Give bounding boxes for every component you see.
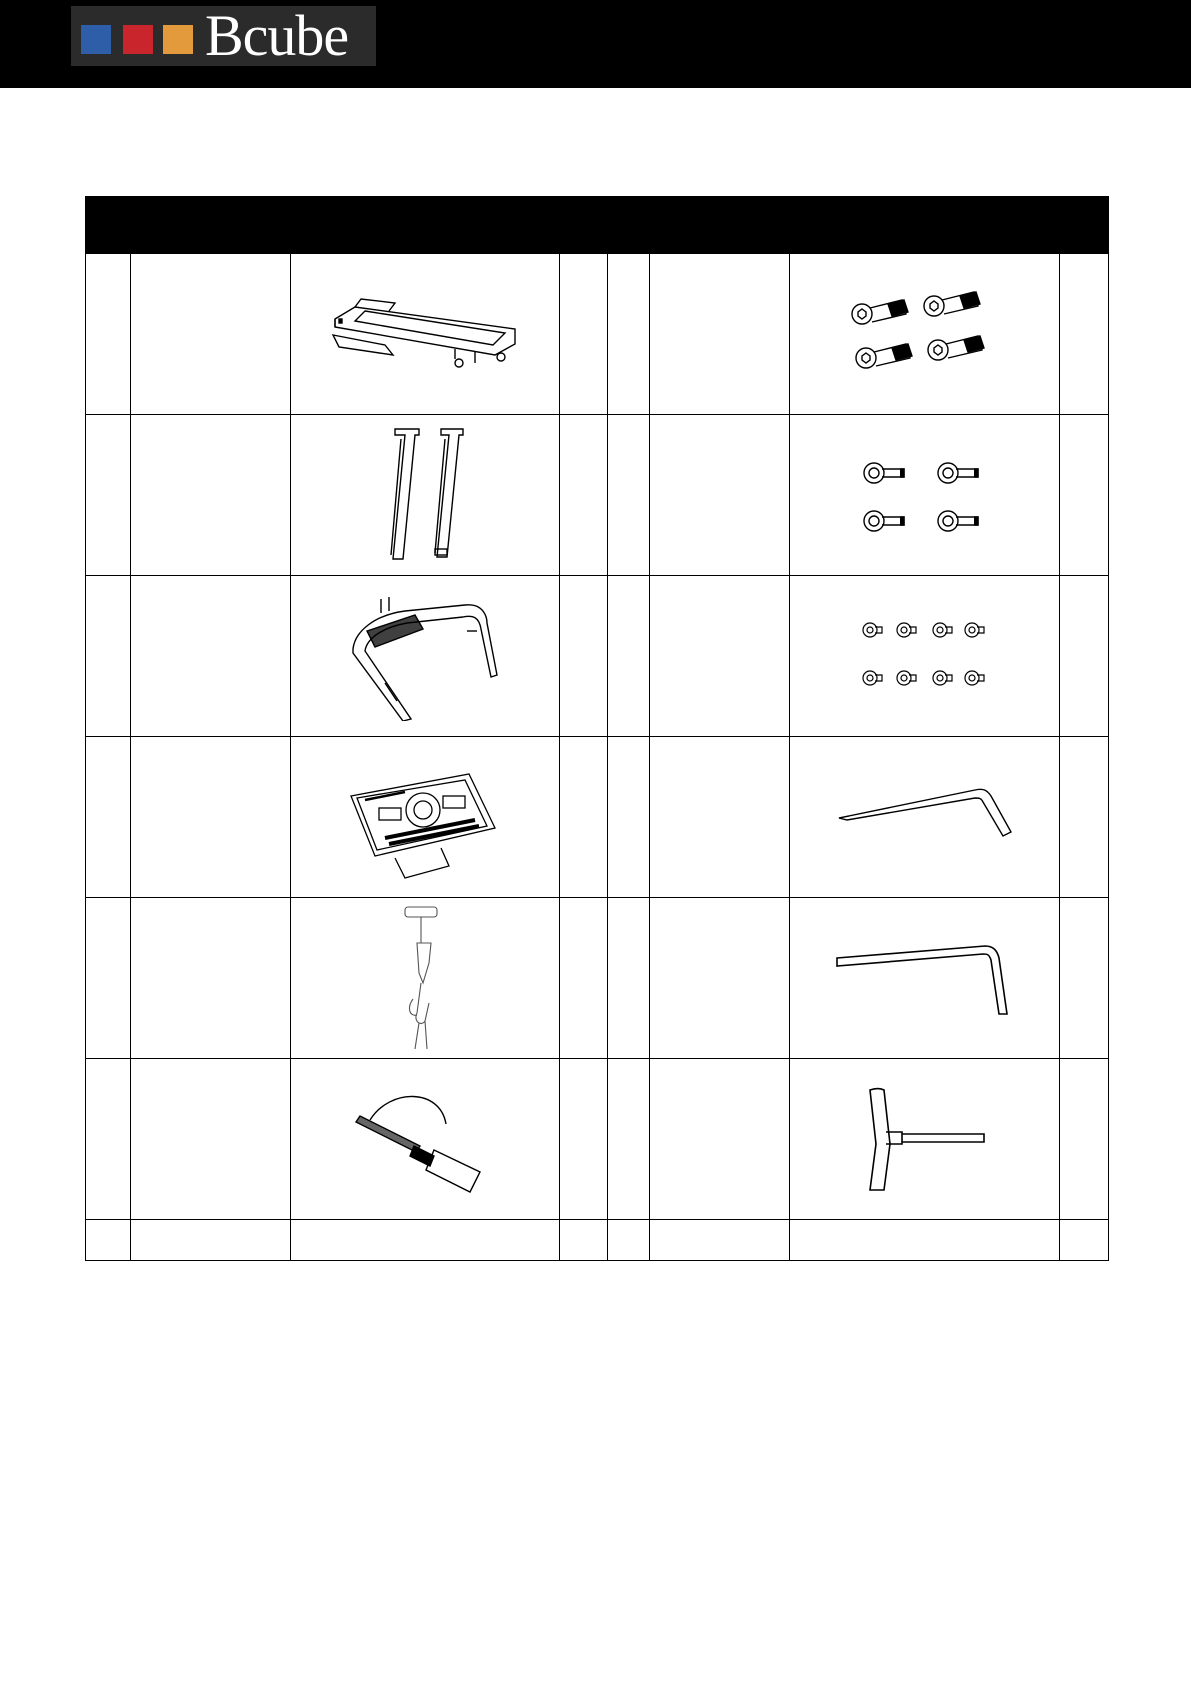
part-qty	[560, 576, 608, 737]
part-image	[790, 254, 1060, 415]
part-number	[608, 1059, 650, 1220]
part-qty	[1060, 415, 1109, 576]
part-qty	[1060, 254, 1109, 415]
parts-table	[85, 196, 1109, 1261]
part-name	[131, 898, 291, 1059]
part-number	[608, 737, 650, 898]
part-number	[86, 415, 131, 576]
table-header	[86, 197, 1109, 254]
part-number	[86, 737, 131, 898]
logo-orange-square	[163, 25, 193, 54]
part-image	[291, 576, 560, 737]
part-image	[790, 1220, 1060, 1261]
lubricant-bottle-icon	[350, 1084, 500, 1194]
part-name	[131, 254, 291, 415]
part-image	[291, 1059, 560, 1220]
part-qty	[1060, 1220, 1109, 1261]
part-name	[650, 576, 790, 737]
part-image	[291, 254, 560, 415]
part-number	[608, 1220, 650, 1261]
short-screws-icon	[860, 616, 990, 696]
table-row	[86, 737, 1109, 898]
part-image	[291, 898, 560, 1059]
part-number	[86, 1059, 131, 1220]
part-qty	[1060, 1059, 1109, 1220]
part-number	[608, 576, 650, 737]
medium-bolts-icon	[860, 455, 990, 535]
part-name	[131, 415, 291, 576]
part-name	[131, 576, 291, 737]
part-image	[291, 1220, 560, 1261]
part-image	[790, 898, 1060, 1059]
long-bolts-icon	[840, 284, 1010, 384]
table-row	[86, 898, 1109, 1059]
part-image	[790, 1059, 1060, 1220]
allen-key-large-icon	[835, 938, 1015, 1018]
allen-key-small-icon	[835, 782, 1015, 852]
part-qty	[560, 1220, 608, 1261]
table-header-row	[86, 197, 1109, 254]
t-wrench-icon	[860, 1084, 990, 1194]
part-qty	[560, 415, 608, 576]
part-name	[650, 415, 790, 576]
header-bar	[0, 0, 1191, 88]
upright-posts-icon	[375, 425, 475, 565]
part-number	[608, 254, 650, 415]
part-name	[650, 898, 790, 1059]
part-qty	[1060, 898, 1109, 1059]
part-number	[86, 576, 131, 737]
part-name	[131, 1220, 291, 1261]
treadmill-base-icon	[325, 289, 525, 379]
part-qty	[1060, 737, 1109, 898]
table-row	[86, 254, 1109, 415]
table-row	[86, 576, 1109, 737]
logo-blue-square	[81, 25, 111, 54]
part-name	[650, 254, 790, 415]
part-image	[291, 415, 560, 576]
logo-red-square	[123, 25, 153, 54]
part-qty	[1060, 576, 1109, 737]
part-number	[86, 898, 131, 1059]
part-name	[650, 737, 790, 898]
part-qty	[560, 898, 608, 1059]
handrail-frame-icon	[345, 591, 505, 721]
part-name	[131, 737, 291, 898]
part-qty	[560, 254, 608, 415]
part-image	[291, 737, 560, 898]
table-row	[86, 1059, 1109, 1220]
part-image	[790, 415, 1060, 576]
part-name	[131, 1059, 291, 1220]
logo-text: Bcube	[205, 3, 349, 68]
table-row	[86, 1220, 1109, 1261]
part-number	[86, 1220, 131, 1261]
part-name	[650, 1059, 790, 1220]
part-number	[608, 898, 650, 1059]
part-image	[790, 576, 1060, 737]
part-image	[790, 737, 1060, 898]
part-number	[86, 254, 131, 415]
table-row	[86, 415, 1109, 576]
part-qty	[560, 737, 608, 898]
safety-key-icon	[395, 903, 455, 1053]
bcube-logo	[71, 3, 376, 68]
part-name	[650, 1220, 790, 1261]
console-icon	[345, 752, 505, 882]
part-number	[608, 415, 650, 576]
part-qty	[560, 1059, 608, 1220]
